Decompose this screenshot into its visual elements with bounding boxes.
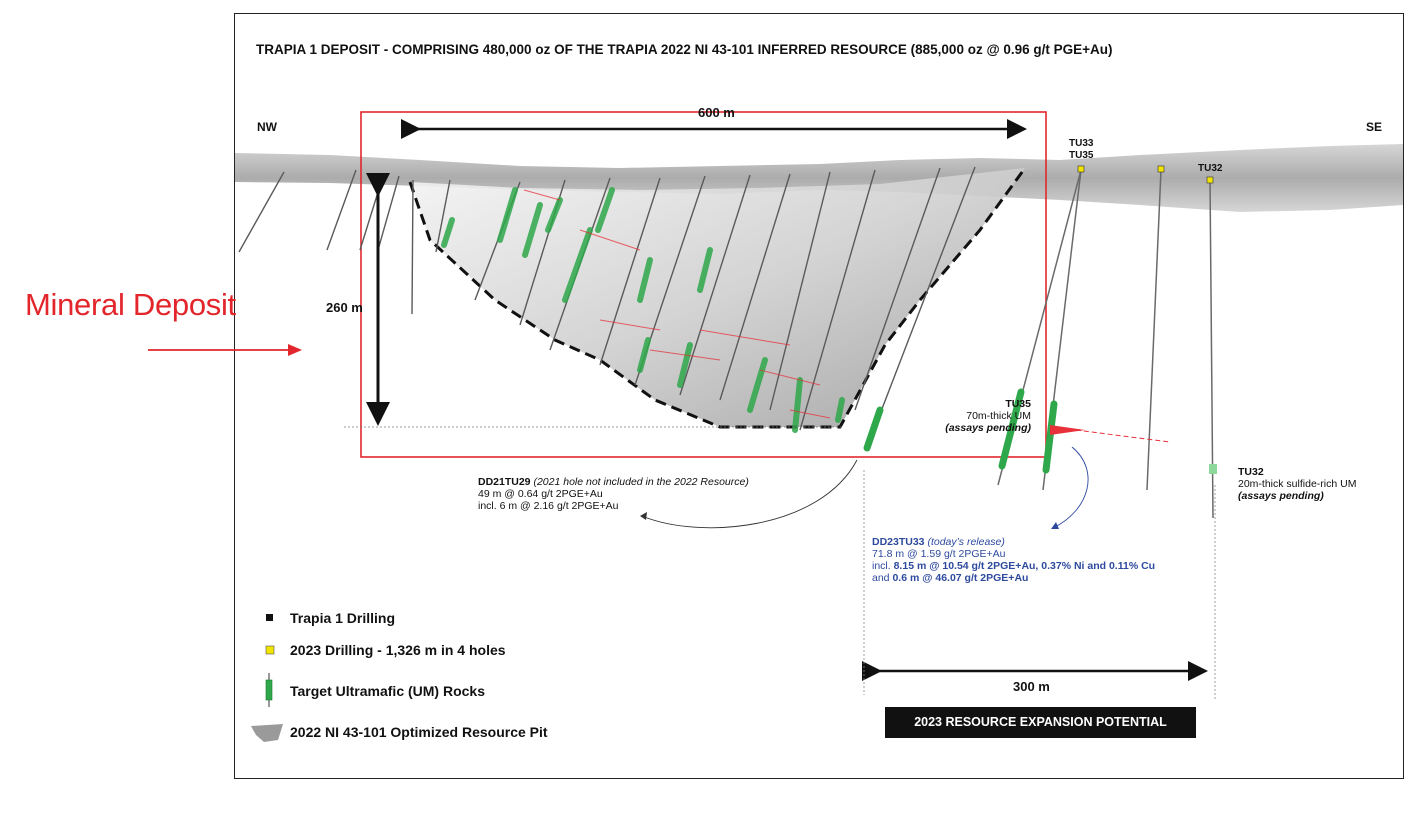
dd23tu33-line3-prefix: and — [872, 572, 893, 584]
tu32-annotation-line1: 20m-thick sulfide-rich UM — [1238, 478, 1357, 490]
dd21tu29-um-interval — [867, 410, 880, 448]
tu33-collar — [1078, 166, 1084, 172]
depth-dimension-label: 260 m — [326, 300, 363, 315]
drill-holes-2023 — [998, 170, 1213, 518]
tu33-assay-trend — [1060, 428, 1170, 442]
dd21tu29-annotation — [478, 476, 749, 512]
tu35-annotation — [905, 398, 1031, 434]
dd23tu33-line1: 71.8 m @ 1.59 g/t 2PGE+Au — [872, 548, 1006, 560]
dd23tu33-name: DD23TU33 — [872, 536, 925, 548]
tu35-annotation-line1: 70m-thick UM — [966, 410, 1031, 422]
dd23tu33-line2-bold: 8.15 m @ 10.54 g/t 2PGE+Au, 0.37% Ni and 0.11% Cu — [893, 560, 1156, 572]
dd21tu29-note: (2021 hole not included in the 2022 Resource) — [533, 476, 749, 488]
width-dimension-label: 600 m — [698, 105, 735, 120]
tu32-annotation-line2: (assays pending) — [1238, 490, 1324, 502]
dd23tu33-annotation — [872, 536, 1155, 584]
legend-target-um: Target Ultramafic (UM) Rocks — [290, 683, 486, 699]
tu35-annotation-line2: (assays pending) — [945, 422, 1031, 434]
tu33-label: TU33 — [1069, 138, 1094, 149]
dd23tu33-line2-prefix: incl. — [872, 560, 894, 572]
figure-title: TRAPIA 1 DEPOSIT - COMPRISING 480,000 oz OF THE TRAPIA 2022 NI 43-101 INFERRED RESOURCE (885,000 oz @ 0.96 g/t PGE+Au) — [256, 42, 1113, 57]
tu32-label: TU32 — [1198, 163, 1223, 174]
dd21tu29-callout-head — [640, 512, 647, 520]
dd23tu33-note: (today’s release) — [927, 536, 1005, 548]
dd21tu29-line2: incl. 6 m @ 2.16 g/t 2PGE+Au — [478, 500, 619, 512]
dd23tu33-callout-curve — [1053, 447, 1088, 528]
yellow-square-icon — [266, 646, 274, 654]
black-square-icon — [266, 614, 273, 621]
tu32-annotation — [1238, 466, 1356, 502]
expansion-potential-box: 2023 RESOURCE EXPANSION POTENTIAL — [885, 707, 1196, 738]
dd21tu29-line1: 49 m @ 0.64 g/t 2PGE+Au — [478, 488, 603, 500]
dd23tu33-line3-bold: 0.6 m @ 46.07 g/t 2PGE+Au — [892, 572, 1029, 584]
resource-pit — [410, 168, 1025, 427]
tu35-label: TU35 — [1069, 150, 1094, 161]
tu32-collar — [1207, 177, 1213, 183]
tu33-assay-spike — [1050, 425, 1085, 435]
legend-resource-pit: 2022 NI 43-101 Optimized Resource Pit — [290, 724, 548, 740]
tu35-annotation-name: TU35 — [1005, 398, 1031, 410]
legend-2023-drilling: 2023 Drilling - 1,326 m in 4 holes — [290, 642, 506, 658]
mineral-deposit-arrowhead — [288, 344, 302, 356]
se-label: SE — [1366, 120, 1383, 134]
tu32-annotation-name: TU32 — [1238, 466, 1264, 478]
legend-trapia-drilling: Trapia 1 Drilling — [290, 610, 396, 626]
tu33-um-interval — [1046, 404, 1054, 470]
tu34-collar — [1158, 166, 1164, 172]
mineral-deposit-label: Mineral Deposit — [25, 287, 236, 322]
resource-pit-icon — [251, 724, 283, 742]
dd21tu29-name: DD21TU29 — [478, 476, 531, 488]
drill-core-icon — [266, 673, 272, 707]
expansion-dimension-label: 300 m — [1013, 679, 1050, 694]
nw-label: NW — [257, 120, 277, 134]
